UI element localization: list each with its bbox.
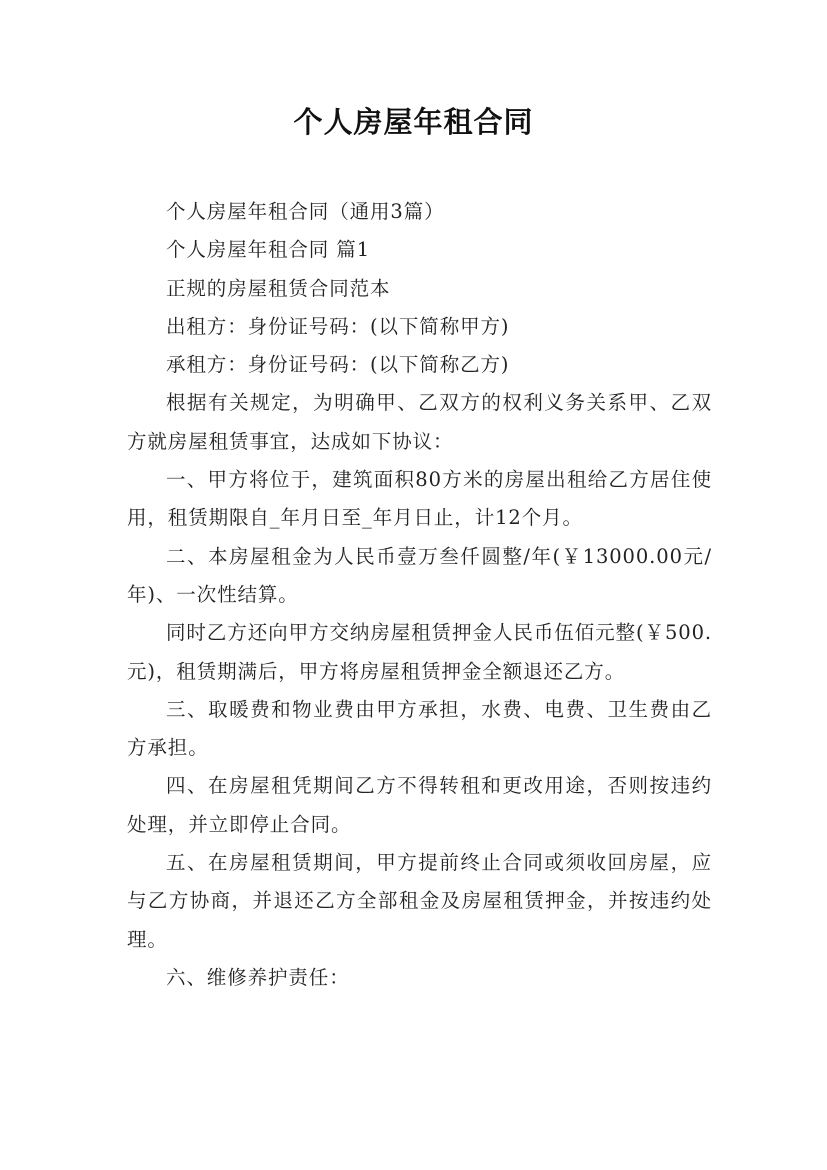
paragraph-section-title: 个人房屋年租合同 篇1 bbox=[166, 238, 371, 262]
paragraph-heading-collection: 个人房屋年租合同（通用3篇） bbox=[166, 200, 445, 223]
paragraph-deposit: 同时乙方还向甲方交纳房屋租赁押金人民币伍佰元整(￥500.元)，租赁期满后，甲方将房屋租赁押金全额退还乙方。 bbox=[127, 621, 712, 683]
paragraph-clause-1: 一、甲方将位于，建筑面积80方米的房屋出租给乙方居住使用，租赁期限自_年月日至_年月日止，计12个月。 bbox=[127, 468, 712, 530]
document-title: 个人房屋年租合同 bbox=[293, 105, 534, 139]
paragraph-lessee: 承租方：身份证号码：(以下简称乙方) bbox=[166, 353, 510, 377]
paragraph-subtitle: 正规的房屋租赁合同范本 bbox=[166, 276, 391, 300]
paragraph-clause-6: 六、维修养护责任： bbox=[166, 965, 350, 989]
paragraph-clause-2: 二、本房屋租金为人民币壹万叁仟圆整/年(￥13000.00元/年)、一次性结算。 bbox=[127, 544, 712, 606]
paragraph-clause-5: 五、在房屋租赁期间，甲方提前终止合同或须收回房屋，应与乙方协商，并退还乙方全部租金及房屋租赁押金，并按违约处理。 bbox=[127, 851, 712, 951]
paragraph-lessor: 出租方：身份证号码：(以下简称甲方) bbox=[166, 314, 510, 338]
paragraph-clause-4: 四、在房屋租凭期间乙方不得转租和更改用途，否则按违约处理，并立即停止合同。 bbox=[127, 774, 712, 836]
document-body bbox=[127, 193, 712, 997]
paragraph-preamble: 根据有关规定，为明确甲、乙双方的权利义务关系甲、乙双方就房屋租赁事宜，达成如下协议： bbox=[127, 391, 712, 453]
paragraph-clause-3: 三、取暖费和物业费由甲方承担，水费、电费、卫生费由乙方承担。 bbox=[127, 697, 712, 760]
